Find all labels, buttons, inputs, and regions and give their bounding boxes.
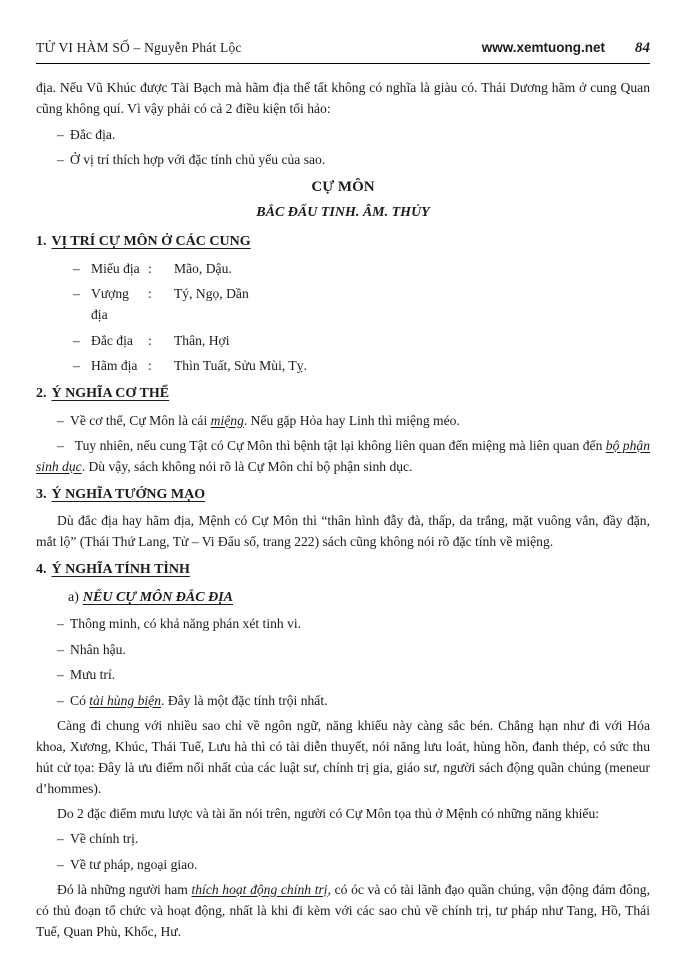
subsection-heading-a bbox=[68, 587, 650, 609]
section-title: VỊ TRÍ CỰ MÔN Ở CÁC CUNG bbox=[51, 234, 251, 249]
dash-paragraph bbox=[36, 435, 650, 477]
emphasized-term: thích hoạt động chính trị bbox=[191, 881, 328, 897]
list-item bbox=[57, 664, 650, 685]
dash-marker: – bbox=[57, 412, 64, 428]
dash-marker: – bbox=[57, 616, 64, 631]
section-heading-2 bbox=[36, 383, 650, 405]
list-item bbox=[57, 613, 650, 634]
text-run: . Dù vậy, sách không nói rõ là Cự Môn chỉ bộ phận sinh dục. bbox=[81, 458, 413, 474]
list-item-text bbox=[70, 410, 460, 431]
dash-marker: – bbox=[57, 152, 64, 167]
colon-separator: : bbox=[148, 260, 152, 276]
page-body bbox=[36, 77, 650, 942]
text-run: Về cơ thể, Cự Môn là cái bbox=[70, 412, 211, 428]
text-run: Đó là những người ham bbox=[57, 881, 192, 897]
dash-marker: – bbox=[73, 358, 80, 373]
emphasized-term: miệng bbox=[210, 412, 244, 428]
section-number: 4. bbox=[36, 561, 47, 577]
colon-separator: : bbox=[148, 286, 152, 301]
dash-marker: – bbox=[57, 126, 64, 142]
paragraph: Càng đi chung với nhiều sao chỉ về ngôn ngữ, năng khiếu này càng sắc bén. Chẳng hạn như đi với Hóa khoa, Xương, Khúc, Thái Tuế, Lưu hà thì có tài diễn thuyết, nói năng lưu loát, hùng hồn, đanh thép, có sức thu hút cử tọa: Đây là ưu điểm nổi nhất của các luật sư, chính trị gia, giáo sư, người sách động quần chúng (meneur d’hommes). bbox=[36, 717, 650, 796]
text-run: Tuy nhiên, nếu cung Tật có Cự Môn thì bệnh tật lại không liên quan đến miệng mà liên quan đến bbox=[74, 437, 606, 453]
position-value: Mão, Dậu. bbox=[174, 260, 232, 276]
dash-marker: – bbox=[57, 831, 64, 846]
position-row bbox=[73, 330, 650, 351]
paragraph bbox=[36, 879, 650, 942]
paragraph-continuation: địa. Nếu Vũ Khúc được Tài Bạch mà hãm địa thế tất không có nghĩa là giàu có. Thái Dương hãm ở cung Quan cũng không quí. Vì vậy phải có cả 2 điều kiện tối hảo: bbox=[36, 80, 650, 116]
colon-separator: : bbox=[148, 358, 152, 373]
list-item-text: Đắc địa. bbox=[70, 126, 116, 142]
emphasized-term: tài hùng biện bbox=[89, 692, 162, 708]
position-label: Đắc địa bbox=[91, 332, 133, 348]
dash-marker: – bbox=[73, 260, 80, 276]
header-page-number: 84 bbox=[635, 40, 650, 56]
position-label: Hãm địa bbox=[91, 358, 138, 373]
list-item-text: Về tư pháp, ngoại giao. bbox=[70, 856, 198, 872]
paragraph: Do 2 đặc điểm mưu lược và tài ăn nói trên, người có Cự Môn tọa thủ ở Mệnh có những năng khiếu: bbox=[57, 805, 600, 821]
list-item-text: Ở vị trí thích hợp với đặc tính chủ yếu của sao. bbox=[70, 152, 326, 167]
dash-marker: – bbox=[57, 692, 64, 708]
subsection-title: NẾU CỰ MÔN ĐẮC ĐỊA bbox=[82, 589, 233, 605]
list-item bbox=[57, 639, 650, 660]
list-item-text: Mưu trí. bbox=[70, 667, 116, 682]
list-item bbox=[57, 410, 650, 431]
section-heading-1 bbox=[36, 231, 650, 253]
text-run: Có bbox=[70, 692, 90, 708]
section-number: 1. bbox=[36, 234, 47, 249]
position-value: Tý, Ngọ, Dần bbox=[174, 286, 249, 301]
position-row bbox=[73, 258, 650, 279]
emphasized-term: bộ phận sinh dục bbox=[36, 437, 650, 474]
dash-marker: – bbox=[73, 332, 80, 348]
header-website: www.xemtuong.net bbox=[481, 40, 605, 55]
position-value: Thân, Hợi bbox=[174, 332, 230, 348]
text-run: . Đây là một đặc tính trội nhất. bbox=[161, 692, 328, 708]
section-title: Ý NGHĨA TÍNH TÌNH bbox=[51, 561, 190, 577]
section-number: 2. bbox=[36, 386, 47, 401]
page-header bbox=[36, 0, 650, 64]
list-item bbox=[57, 828, 650, 849]
section-title: Ý NGHĨA CƠ THỂ bbox=[51, 386, 170, 401]
list-item-text bbox=[70, 690, 328, 711]
list-item bbox=[57, 854, 650, 875]
text-run: . Nếu gặp Hỏa hay Linh thì miệng méo. bbox=[243, 412, 460, 428]
list-item-text: Thông minh, có khả năng phán xét tinh vi. bbox=[70, 616, 302, 631]
list-item bbox=[57, 124, 650, 145]
colon-separator: : bbox=[148, 332, 152, 348]
star-subtitle: BẮC ĐẨU TINH. ÂM. THỦY bbox=[256, 205, 430, 220]
list-item-text: Về chính trị. bbox=[70, 831, 139, 846]
text-run: , có óc và có tài lãnh đạo quần chúng, vận động đám đông, có thủ đoạn tổ chức và hoạt động, nhất là khi đi kèm với các sao chủ về chính trị, tư pháp như Tang, Hồ, Thái Tuế, Quan Phù, Khốc, Hư. bbox=[36, 881, 650, 939]
section-number: 3. bbox=[36, 486, 47, 502]
star-title: CỰ MÔN bbox=[311, 179, 375, 195]
position-row bbox=[73, 283, 650, 325]
section-heading-4 bbox=[36, 559, 650, 581]
paragraph: Dù đắc địa hay hãm địa, Mệnh có Cự Môn thì “thân hình đẫy đà, thấp, da trắng, mặt vuông vắn, đầy đặn, mắt lộ” (Thái Thứ Lang, Tử – Vi Đẩu số, trang 222) sách cũng không nói rõ đặc tính về miệng. bbox=[36, 512, 650, 549]
header-book-title: TỬ VI HÀM SỐ – Nguyễn Phát Lộc bbox=[36, 40, 242, 55]
dash-marker: – bbox=[57, 667, 64, 682]
list-item bbox=[57, 690, 650, 711]
position-label: Vượng địa bbox=[91, 286, 129, 322]
position-row bbox=[73, 355, 650, 376]
section-heading-3 bbox=[36, 484, 650, 506]
dash-marker: – bbox=[57, 437, 64, 453]
position-value: Thìn Tuất, Sửu Mùi, Tỵ. bbox=[174, 358, 307, 373]
dash-marker: – bbox=[57, 641, 64, 657]
subsection-number: a) bbox=[68, 589, 79, 605]
dash-marker: – bbox=[73, 286, 80, 301]
list-item-text: Nhân hậu. bbox=[70, 641, 126, 657]
position-label: Miếu địa bbox=[91, 260, 140, 276]
section-title: Ý NGHĨA TƯỚNG MẠO bbox=[51, 486, 206, 502]
dash-marker: – bbox=[57, 856, 64, 872]
list-item bbox=[57, 149, 650, 170]
